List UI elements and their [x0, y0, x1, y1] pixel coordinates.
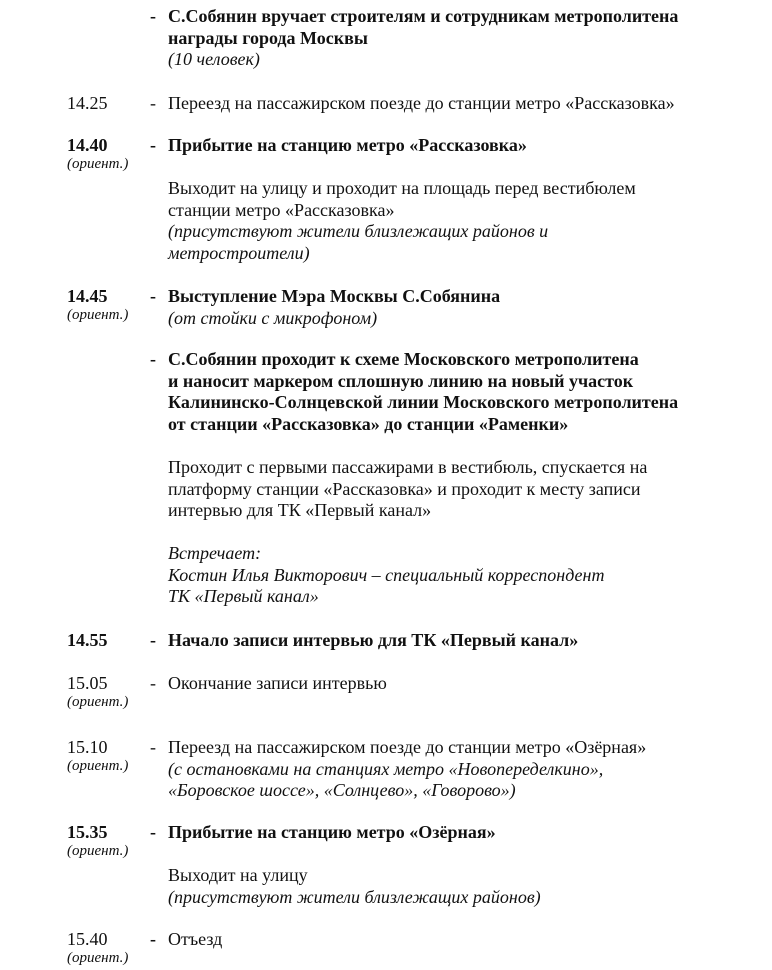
item-note: «Боровское шоссе», «Солнцево», «Говорово») — [168, 780, 516, 800]
item-time: 15.10 — [67, 737, 108, 757]
item-text — [168, 929, 758, 951]
item-orient: (ориент.) — [67, 694, 129, 710]
item-line: Переезд на пассажирском поезде до станции метро «Озёрная» — [168, 737, 647, 757]
item-dash: - — [150, 822, 156, 842]
item-dash: - — [150, 929, 156, 949]
item-note: (с остановками на станциях метро «Новопеределкино», — [168, 758, 604, 779]
item-text — [168, 6, 758, 71]
item-line: станции метро «Рассказовка» — [168, 199, 395, 220]
item-orient: (ориент.) — [67, 950, 129, 966]
item-note: (присутствуют жители близлежащих районов и — [168, 221, 549, 241]
item-note: Встречает: — [168, 543, 262, 563]
item-orient: (ориент.) — [67, 156, 129, 172]
item-dash: - — [150, 286, 156, 306]
item-line: Прибытие на станцию метро «Рассказовка» — [168, 135, 527, 155]
item-dash: - — [150, 673, 156, 693]
item-time: 15.35 — [67, 822, 108, 842]
item-orient: (ориент.) — [67, 758, 129, 774]
item-line: С.Собянин вручает строителям и сотрудникам метрополитена — [168, 6, 679, 26]
item-time: 15.05 — [67, 673, 108, 693]
item-meeting — [168, 543, 758, 608]
item-dash: - — [150, 737, 156, 757]
item-line: интервью для ТК «Первый канал» — [168, 500, 432, 520]
item-line: Переезд на пассажирском поезде до станции метро «Рассказовка» — [168, 93, 675, 113]
item-line: С.Собянин проходит к схеме Московского метрополитена — [168, 349, 639, 369]
item-detail — [168, 457, 758, 522]
item-detail — [168, 865, 758, 908]
item-orient: (ориент.) — [67, 307, 129, 323]
item-note: (присутствуют жители близлежащих районов) — [168, 886, 541, 907]
item-time: 14.40 — [67, 135, 108, 155]
item-text — [168, 286, 758, 329]
item-dash: - — [150, 349, 156, 369]
item-line: награды города Москвы — [168, 27, 368, 48]
item-text — [168, 673, 758, 695]
item-line: Проходит с первыми пассажирами в вестибюль, спускается на — [168, 457, 648, 477]
item-line: и наносит маркером сплошную линию на новый участок — [168, 370, 634, 391]
item-text — [168, 93, 758, 115]
item-line: Выступление Мэра Москвы С.Собянина — [168, 286, 501, 306]
item-line: Выходит на улицу и проходит на площадь перед вестибюлем — [168, 178, 636, 198]
item-line: Окончание записи интервью — [168, 673, 387, 693]
item-time: 14.25 — [67, 93, 108, 113]
item-time: 14.45 — [67, 286, 108, 306]
item-text — [168, 135, 758, 157]
item-text — [168, 737, 758, 802]
item-text — [168, 349, 758, 435]
item-dash: - — [150, 6, 156, 26]
item-line: Выходит на улицу — [168, 865, 308, 885]
item-time: 15.40 — [67, 929, 108, 949]
item-line: от станции «Рассказовка» до станции «Раменки» — [168, 413, 569, 434]
item-line: Отъезд — [168, 929, 223, 949]
item-dash: - — [150, 135, 156, 155]
item-detail — [168, 178, 758, 264]
item-note: (10 человек) — [168, 49, 260, 69]
item-line: Прибытие на станцию метро «Озёрная» — [168, 822, 496, 842]
item-line: Начало записи интервью для ТК «Первый канал» — [168, 630, 579, 650]
item-text — [168, 822, 758, 844]
item-note: Костин Илья Викторович – специальный корреспондент — [168, 564, 605, 585]
item-dash: - — [150, 630, 156, 650]
item-line: Калининско-Солнцевской линии Московского метрополитена — [168, 392, 679, 412]
item-note: метростроители) — [168, 242, 310, 263]
item-text — [168, 630, 758, 652]
item-note: (от стойки с микрофоном) — [168, 307, 378, 328]
item-orient: (ориент.) — [67, 843, 129, 859]
item-dash: - — [150, 93, 156, 113]
item-note: ТК «Первый канал» — [168, 586, 319, 606]
item-time: 14.55 — [67, 630, 108, 650]
item-line: платформу станции «Рассказовка» и проходит к месту записи — [168, 478, 641, 499]
